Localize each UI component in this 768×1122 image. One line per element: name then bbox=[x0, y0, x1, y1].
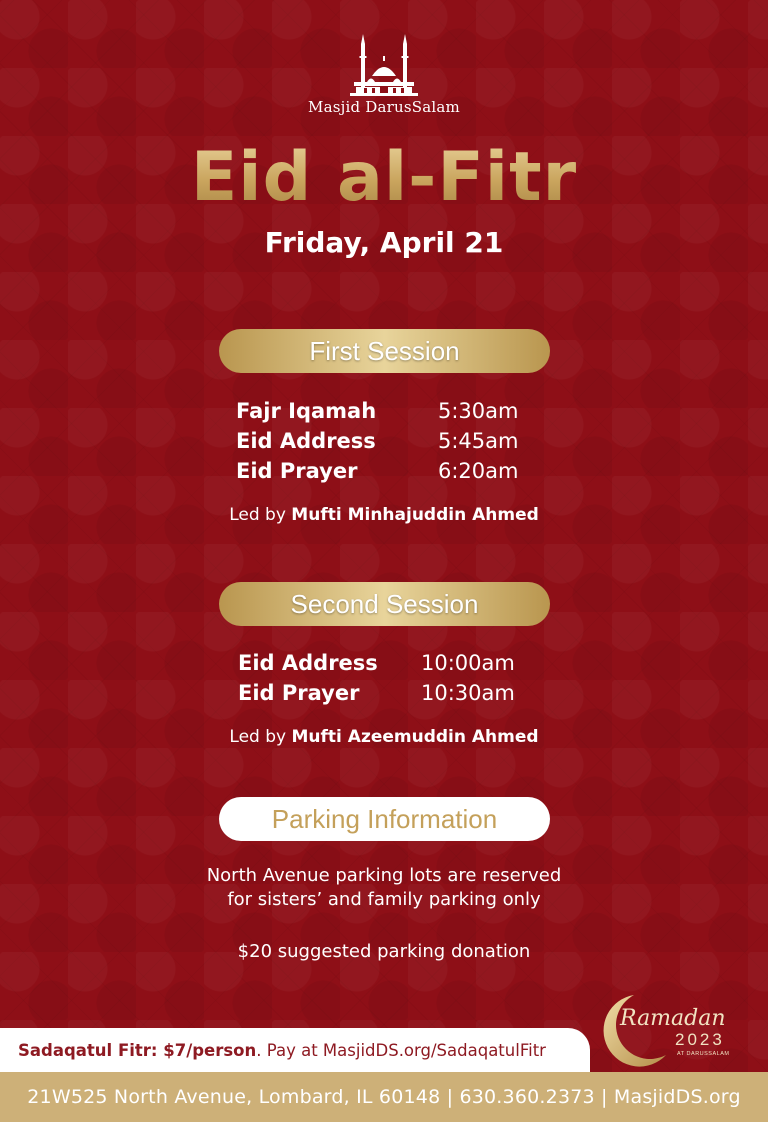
parking-line-1: North Avenue parking lots are reserved bbox=[206, 865, 562, 886]
event-title: Eid al-Fitr bbox=[0, 138, 768, 217]
schedule-event: Eid Address bbox=[236, 429, 376, 453]
second-session-pill bbox=[219, 582, 550, 626]
parking-title: Parking Information bbox=[271, 803, 498, 834]
schedule-event: Eid Prayer bbox=[236, 459, 358, 483]
ramadan-year: 2023 bbox=[675, 1030, 725, 1049]
parking-line-2: for sisters’ and family parking only bbox=[227, 889, 541, 910]
sadaqatul-fitr-bar bbox=[0, 1028, 590, 1072]
led-by-prefix: Led by bbox=[229, 727, 287, 747]
schedule-time: 5:30am bbox=[438, 399, 519, 423]
second-session-schedule bbox=[0, 648, 768, 708]
led-by-name: Mufti Azeemuddin Ahmed bbox=[291, 727, 539, 747]
schedule-event: Eid Prayer bbox=[238, 681, 360, 705]
schedule-event: Eid Address bbox=[238, 651, 378, 675]
led-by-name: Mufti Minhajuddin Ahmed bbox=[291, 505, 539, 525]
event-date: Friday, April 21 bbox=[264, 226, 504, 259]
parking-pill bbox=[219, 797, 550, 841]
schedule-time: 10:30am bbox=[421, 681, 515, 705]
first-session-pill bbox=[219, 329, 550, 373]
parking-info bbox=[0, 864, 768, 912]
schedule-time: 5:45am bbox=[438, 429, 519, 453]
ramadan-word: Ramadan bbox=[620, 1006, 726, 1031]
footer-contact bbox=[0, 1072, 768, 1122]
schedule-time: 6:20am bbox=[438, 459, 519, 483]
schedule-row bbox=[0, 426, 768, 456]
first-session-led-by bbox=[0, 505, 768, 525]
schedule-row bbox=[0, 396, 768, 426]
parking-donation: $20 suggested parking donation bbox=[237, 941, 531, 962]
second-session-title: Second Session bbox=[290, 588, 479, 619]
org-name: Masjid DarusSalam bbox=[308, 98, 460, 116]
schedule-row bbox=[0, 456, 768, 486]
sadaqatul-pay-link[interactable]: . Pay at MasjidDS.org/SadaqatulFitr bbox=[256, 1040, 546, 1060]
footer-text: 21W525 North Avenue, Lombard, IL 60148 | 630.360.2373 | MasjidDS.org bbox=[27, 1086, 741, 1108]
first-session-title: First Session bbox=[309, 335, 460, 366]
schedule-row bbox=[0, 648, 768, 678]
mosque-icon bbox=[334, 32, 434, 100]
first-session-schedule bbox=[0, 396, 768, 486]
schedule-time: 10:00am bbox=[421, 651, 515, 675]
ramadan-subtitle: AT DARUSSALAM bbox=[677, 1051, 730, 1057]
second-session-led-by bbox=[0, 727, 768, 747]
schedule-event: Fajr Iqamah bbox=[236, 399, 377, 423]
mosque-logo bbox=[334, 32, 434, 100]
led-by-prefix: Led by bbox=[229, 505, 286, 525]
sadaqatul-amount: Sadaqatul Fitr: $7/person bbox=[18, 1040, 257, 1060]
schedule-row bbox=[0, 678, 768, 708]
